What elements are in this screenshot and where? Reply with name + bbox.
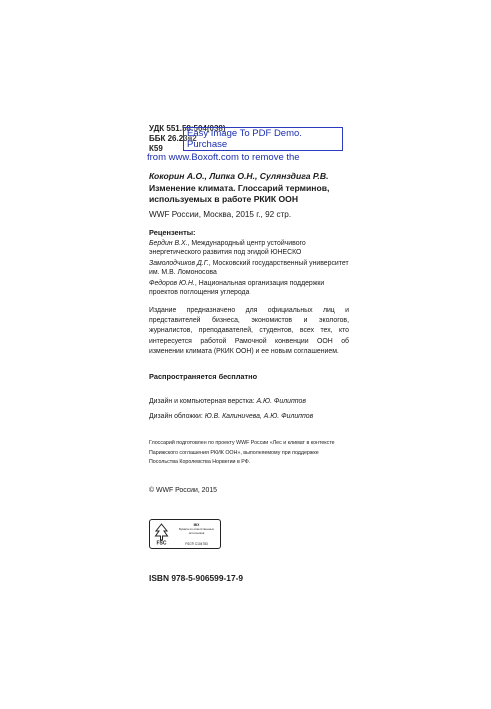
audience-description: Издание предназначено для официальных лиц и представителей бизнеса, экономистов и экологов, журналистов, преподавателей, студентов, всех тех, кто интересуется работой Рамочной конвенции ООН об изменении климата (РКИК ООН) и ее новым соглашением. (149, 307, 349, 355)
title-line: Изменение климата. Глоссарий терминов, (149, 183, 330, 193)
reviewer-entry (149, 279, 349, 298)
authors: Кокорин А.О., Липка О.Н., Сулянздига Р.В. (149, 171, 329, 181)
udk-code: УДК 551.58:504(038) (149, 124, 226, 133)
credit-label: Дизайн и компьютерная верстка: (149, 398, 257, 405)
author-sign-code: К59 (149, 144, 163, 153)
project-note: Глоссарий подготовлен по проекту WWF России «Лес и климат в контексте Парижского соглашения РКИК ООН», выполняемому при поддержке Посольства Королевства Норвегии в РФ. (149, 440, 335, 466)
bbk-code: ББК 26.23я2 (149, 134, 197, 143)
reviewer-affiliation: , Московский государственный университет им. М.В. Ломоносова (149, 260, 349, 277)
fsc-description: Бумага из ответственных источников (178, 527, 215, 535)
layout-credit (149, 397, 349, 407)
credit-name: А.Ю. Филиппов (256, 398, 306, 405)
fsc-label (149, 519, 221, 549)
credit-label: Дизайн обложки: (149, 413, 205, 420)
book-title (149, 183, 349, 205)
reviewer-entry (149, 239, 349, 258)
copyright-line: © WWF России, 2015 (149, 487, 217, 494)
watermark-line-2: from www.Boxoft.com to remove the (147, 152, 300, 163)
reviewer-affiliation: , Международный центр устойчивого энергетического развития под эгидой ЮНЕСКО (149, 240, 306, 257)
credit-name: Ю.В. Калиничева, А.Ю. Филиппов (204, 413, 314, 420)
publisher-info: WWF России, Москва, 2015 г., 92 стр. (149, 210, 292, 219)
fsc-tree-logo-icon (153, 523, 170, 545)
reviewers-heading: Рецензенты: (149, 228, 196, 237)
reviewer-name: Бердин В.Х. (149, 240, 188, 247)
reviewer-name: Замолодчиков Д.Г. (149, 260, 209, 267)
reviewer-entry (149, 259, 349, 278)
title-line: используемых в работе РКИК ООН (149, 194, 299, 204)
fsc-logo-text: FSC (156, 540, 167, 545)
watermark-line-1: Easy Image To PDF Demo. Purchase (183, 127, 343, 151)
fsc-license-code: FSC® C104783 (185, 542, 208, 546)
isbn: ISBN 978-5-906599-17-9 (149, 573, 244, 583)
reviewer-name: Федоров Ю.Н. (149, 280, 195, 287)
demo-watermark (147, 127, 343, 163)
fsc-mix-label: MIX (193, 523, 200, 527)
cover-credit (149, 412, 349, 422)
reviewer-affiliation: , Национальная организация поддержки проектов поглощения углерода (149, 280, 325, 297)
distribution-note: Распространяется бесплатно (149, 372, 258, 381)
